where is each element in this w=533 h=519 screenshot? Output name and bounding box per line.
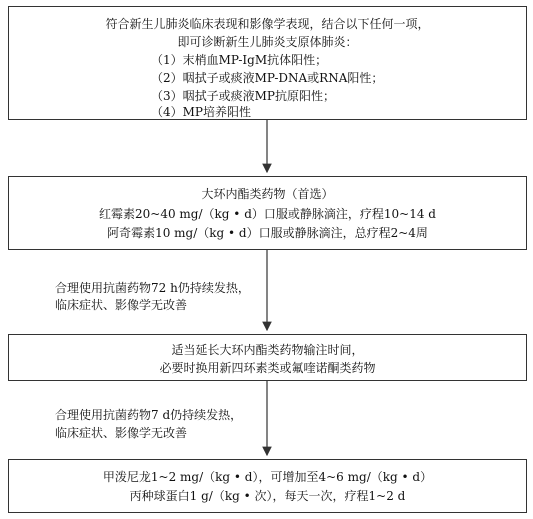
methylprednisolone-line: 甲泼尼龙1~2 mg/（kg • d），可增加至4~6 mg/（kg • d） xyxy=(102,470,433,484)
ivig-line: 丙种球蛋白1 g/（kg • 次），每天一次，疗程1~2 d xyxy=(129,489,406,503)
diagnosis-line-2: 即可诊断新生儿肺炎支原体肺炎： xyxy=(177,35,358,49)
edge-label-72h-line-1: 合理使用抗菌药物72 h仍持续发热， xyxy=(55,281,250,295)
diagnosis-criteria-box xyxy=(8,6,527,120)
extend-switch-box xyxy=(8,334,527,381)
edge-label-7d-line-2: 临床症状、影像学无改善 xyxy=(55,426,188,440)
criteria-item-1: （1）末梢血MP-IgM抗体阳性； xyxy=(151,53,328,67)
criteria-item-3: （3）咽拭子或痰液MP抗原阳性； xyxy=(151,89,335,103)
extend-line-1: 适当延长大环内酯类药物输注时间， xyxy=(171,343,364,357)
extend-line-2: 必要时换用新四环素类或氟喹诺酮类药物 xyxy=(159,361,376,375)
edge-label-7d-line-1: 合理使用抗菌药物7 d仍持续发热， xyxy=(55,408,243,422)
azithromycin-line: 阿奇霉素10 mg/（kg • d）口服或静脉滴注，总疗程2~4周 xyxy=(107,226,428,240)
steroid-ivig-box xyxy=(8,459,527,513)
macrolide-title: 大环内酯类药物（首选） xyxy=(201,187,334,201)
macrolide-treatment-box xyxy=(8,176,527,250)
diagnosis-line-1: 符合新生儿肺炎临床表现和影像学表现，结合以下任何一项， xyxy=(105,17,430,31)
erythromycin-line: 红霉素20~40 mg/（kg • d）口服或静脉滴注，疗程10~14 d xyxy=(99,207,436,221)
criteria-item-2: （2）咽拭子或痰液MP-DNA或RNA阳性； xyxy=(151,71,384,85)
edge-label-72h-line-2: 临床症状、影像学无改善 xyxy=(55,298,188,312)
criteria-item-4: （4）MP培养阳性 xyxy=(151,105,251,119)
